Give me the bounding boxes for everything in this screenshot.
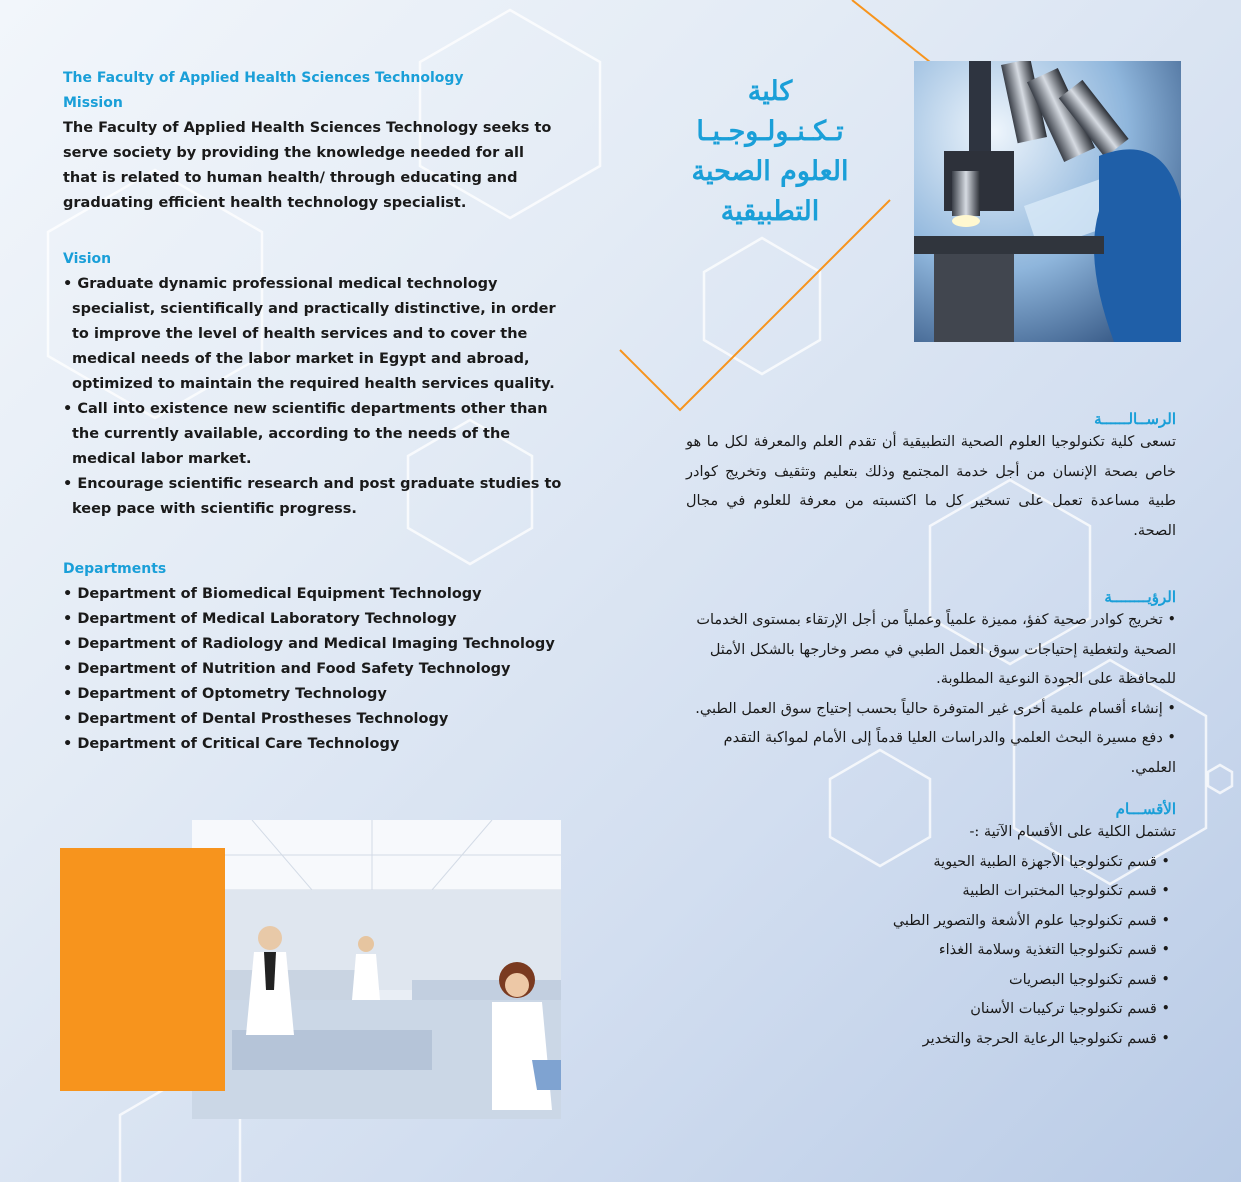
arabic-departments-intro: تشتمل الكلية على الأقسام الآتية :-	[969, 824, 1176, 840]
orange-block	[60, 848, 225, 1091]
arabic-department-item: • قسم تكنولوجيا علوم الأشعة والتصوير الطبي	[892, 912, 1170, 929]
arabic-vision-heading: الرؤيــــــــة	[1104, 588, 1176, 606]
hexagon-shape	[1208, 765, 1232, 793]
english-departments-section	[63, 557, 563, 757]
arabic-mission-heading: الرســالــــــة	[1094, 410, 1176, 428]
arabic-department-item: • قسم تكنولوجيا تركيبات الأسنان	[970, 1001, 1170, 1017]
vision-item: • Encourage scientific research and post graduate studies to keep pace with scientific progress.	[63, 476, 562, 517]
arabic-title-line: العلوم الصحية	[691, 156, 849, 187]
mission-heading: Mission	[63, 95, 123, 111]
mission-text: The Faculty of Applied Health Sciences Technology seeks to serve society by providing the knowledge needed for all that is related to human health/ through educating and graduating efficient health technology specialist.	[63, 120, 552, 211]
arabic-department-item: • قسم تكنولوجيا الرعاية الحرجة والتخدير	[922, 1030, 1170, 1047]
english-vision-section	[63, 247, 563, 522]
arabic-departments-heading: الأقســـام	[1115, 800, 1176, 818]
department-item: • Department of Biomedical Equipment Technology	[63, 586, 482, 602]
department-item: • Department of Medical Laboratory Technology	[63, 611, 457, 627]
arabic-mission-text: تسعى كلية تكنولوجيا العلوم الصحية التطبيقية أن تقدم العلم والمعرفة لكل ما هو خاص بصحة الإنسان من أجل خدمة المجتمع وذلك بتعليم وتثقيف وتخريج كوادر طبية مساعدة تعمل على تسخير كل ما اكتسبته من معرفة للعلوم في مجال الصحة.	[686, 434, 1176, 539]
arabic-title	[670, 72, 870, 232]
arabic-department-item: • قسم تكنولوجيا المختبرات الطبية	[962, 883, 1170, 899]
arabic-department-item: • قسم تكنولوجيا البصريات	[1009, 971, 1170, 988]
department-item: • Department of Optometry Technology	[63, 686, 387, 702]
hexagon-shape	[704, 238, 820, 374]
arabic-mission-section	[686, 410, 1176, 546]
orange-accent-line	[852, 0, 930, 62]
arabic-title-line: كلية	[747, 76, 793, 107]
arabic-title-line: التطبيقية	[720, 196, 820, 227]
faculty-title: The Faculty of Applied Health Sciences Technology	[63, 70, 464, 86]
microscope-photo	[914, 61, 1181, 342]
department-item: • Department of Critical Care Technology	[63, 736, 400, 752]
departments-heading: Departments	[63, 561, 167, 577]
department-item: • Department of Radiology and Medical Imaging Technology	[63, 636, 555, 652]
arabic-vision-item: • دفع مسيرة البحث العلمي والدراسات العليا قدماً إلى الأمام لمواكبة التقدم العلمي.	[723, 730, 1176, 776]
department-item: • Department of Dental Prostheses Technology	[63, 711, 449, 727]
laboratory-photo	[192, 820, 561, 1119]
arabic-department-item: • قسم تكنولوجيا الأجهزة الطبية الحيوية	[933, 853, 1170, 870]
english-mission-section	[63, 66, 563, 216]
vision-item: • Call into existence new scientific departments other than the currently available, according to the needs of the medical labor market.	[63, 401, 548, 467]
vision-item: • Graduate dynamic professional medical technology specialist, scientifically and practically distinctive, in order to improve the level of health services and to cover the medical needs of the labor market in Egypt and abroad, optimized to maintain the required health services quality.	[63, 276, 556, 392]
arabic-title-line: تـكـنـولـوجـيـا	[696, 116, 844, 147]
arabic-vision-section	[686, 588, 1176, 783]
arabic-vision-item: • تخريج كوادر صحية كفؤ، مميزة علمياً وعملياً من أجل الإرتقاء بمستوى الخدمات الصحية ولتغطية إحتياجات سوق العمل الطبي في مصر وخارجها بالشكل الأمثل للمحافظة على الجودة النوعية المطلوبة.	[696, 612, 1176, 687]
arabic-department-item: • قسم تكنولوجيا التغذية وسلامة الغذاء	[938, 942, 1170, 958]
vision-heading: Vision	[63, 251, 112, 267]
arabic-vision-item: • إنشاء أقسام علمية أخرى غير المتوفرة حالياً بحسب إحتياج سوق العمل الطبي.	[695, 700, 1176, 717]
department-item: • Department of Nutrition and Food Safety Technology	[63, 661, 511, 677]
arabic-departments-section	[800, 800, 1176, 1054]
